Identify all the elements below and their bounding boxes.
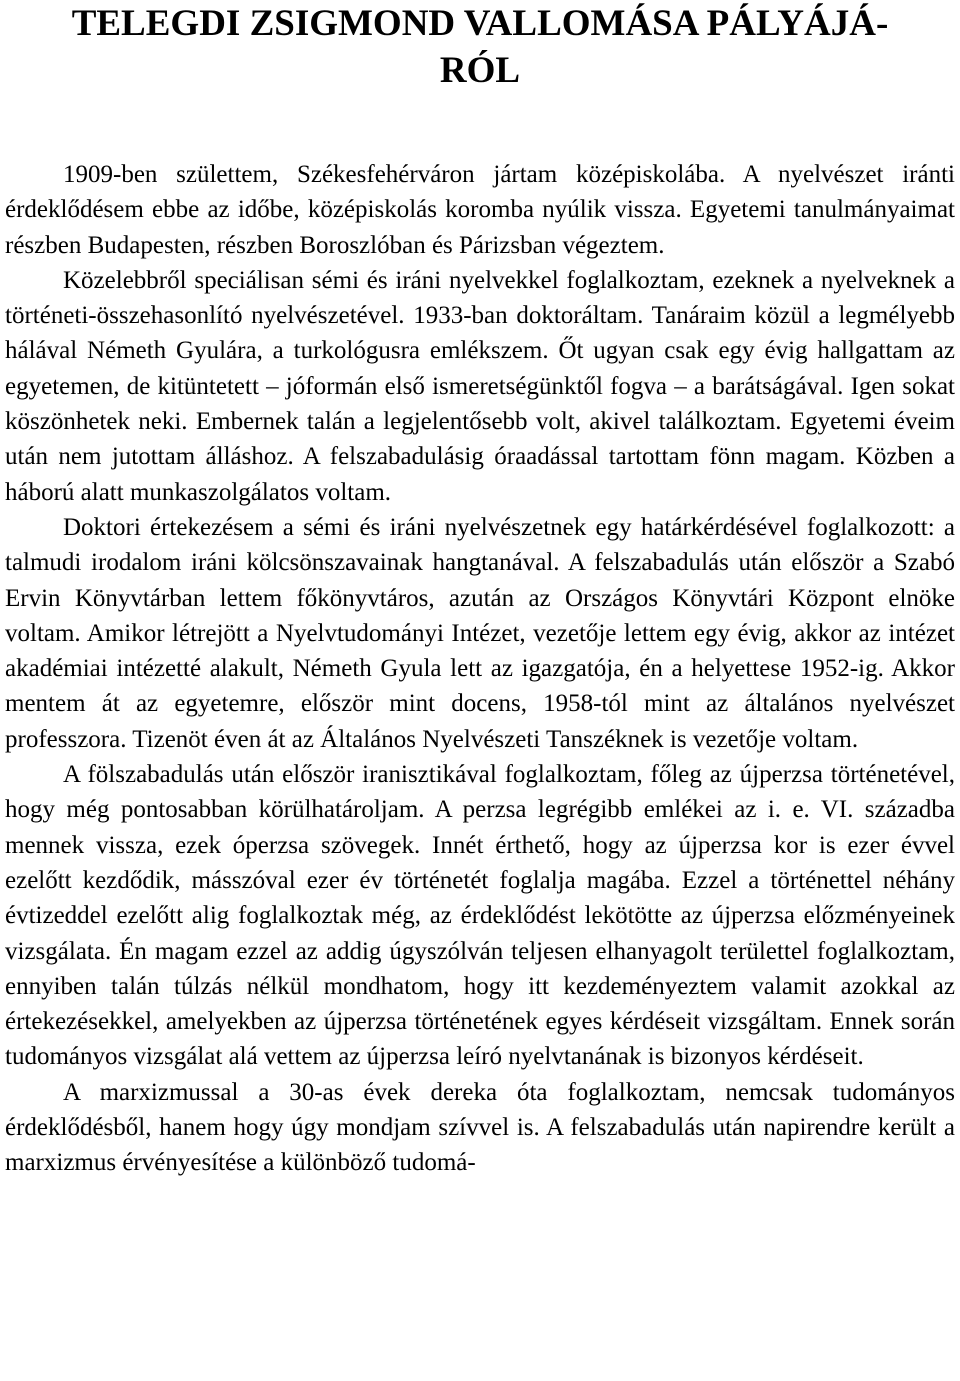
title-line-2: RÓL bbox=[439, 50, 521, 91]
paragraph-5: A marxizmussal a 30-as évek dereka óta foglalkoztam, nemcsak tudományos érdeklődésből, hanem hogy úgy mondjam szívvel is. A felszabadulás után napirendre került a marxizmus érvényesítése a különböző tudomá- bbox=[5, 1078, 955, 1177]
document-page bbox=[5, 0, 955, 1181]
document-title bbox=[5, 0, 955, 94]
document-body bbox=[5, 157, 955, 1181]
paragraph-1: 1909-ben születtem, Székesfehérváron jártam középiskolába. A nyelvészet iránti érdeklődésem ebbe az időbe, középiskolás koromba nyúlik vissza. Egyetemi tanulmányaimat részben Budapesten, részben Boroszlóban és Párizsban végeztem. bbox=[5, 161, 955, 259]
paragraph-3: Doktori értekezésem a sémi és iráni nyelvészetnek egy határkérdésével foglalkozott: a talmudi irodalom iráni kölcsönszavainak hangtanával. A felszabadulás után először a Szabó Ervin Könyvtárban lettem főkönyvtáros, azután az Országos Könyvtári Központ elnöke voltam. Amikor létrejött a Nyelvtudományi Intézet, vezetője lettem egy évig, akkor az intézet akadémiai intézetté alakult, Németh Gyula lett az igazgatója, én a helyettese 1952-ig. Akkor mentem át az egyetemre, először mint docens, 1958-tól mint az általános nyelvészet professzora. Tizenöt éven át az Általános Nyelvészeti Tanszéknek is vezetője voltam. bbox=[5, 513, 955, 753]
paragraph-2: Közelebbről speciálisan sémi és iráni nyelvekkel foglalkoztam, ezeknek a nyelveknek a történeti-összehasonlító nyelvészetével. 1933-ban doktoráltam. Tanáraim közül a legmélyebb hálával Németh Gyulára, a turkológusra emlékszem. Őt ugyan csak egy évig hallgattam az egyetemen, de kitüntetett – jóformán első ismeretségünktől fogva – a barátságával. Igen sokat köszönhetek neki. Embernek talán a legjelentősebb volt, akivel találkoztam. Egyetemi éveim után nem jutottam álláshoz. A felszabadulásig óraadással tartottam fönn magam. Közben a háború alatt munkaszolgálatos voltam. bbox=[5, 266, 955, 506]
title-line-1: TELEGDI ZSIGMOND VALLOMÁSA PÁLYÁJÁ- bbox=[71, 3, 889, 44]
paragraph-4: A fölszabadulás után először iranisztikával foglalkoztam, főleg az újperzsa történetével, hogy még pontosabban körülhatároljam. A perzsa legrégibb emlékei az i. e. VI. századba mennek vissza, ezek óperzsa szövegek. Innét érthető, hogy az újperzsa kor is ezer évvel ezelőtt kezdődik, másszóval ezer év történetét foglalja magába. Ezzel a történettel néhány évtizeddel ezelőtt alig foglalkoztak még, az érdeklődést lekötötte az újperzsa előzményeinek vizsgálata. Én magam ezzel az addig úgyszólván teljesen elhanyagolt területtel foglalkoztam, ennyiben talán túlzás nélkül mondhatom, hogy itt kezdeményeztem valamit azokkal az értekezésekkel, amelyekben az újperzsa történetének egyes kérdéseit vizsgáltam. Ennek során tudományos vizsgálat alá vettem az újperzsa leíró nyelvtanának is bizonyos kérdéseit. bbox=[5, 761, 955, 1071]
